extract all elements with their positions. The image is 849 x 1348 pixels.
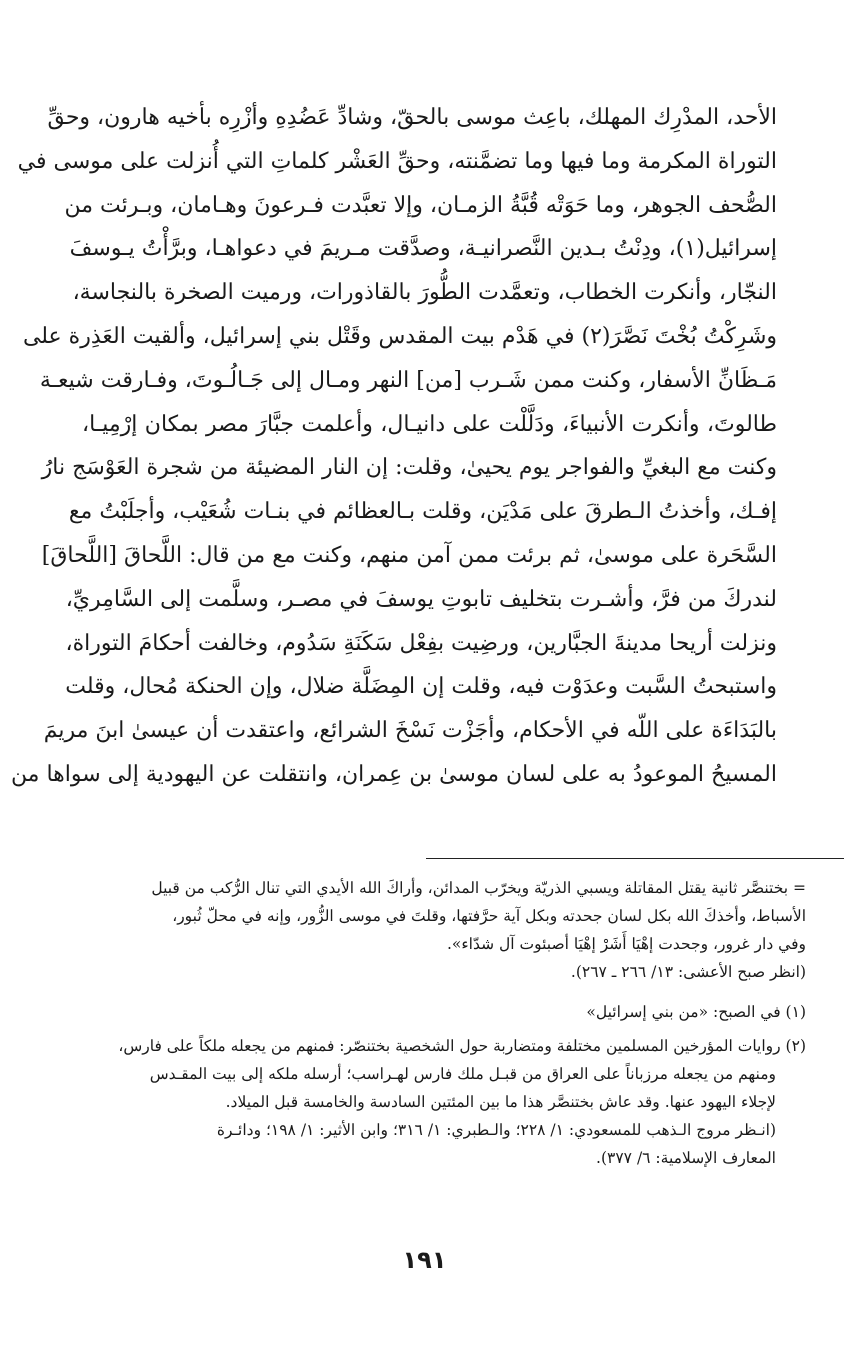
text-line: مَـظَانِّ الأسفار، وكنت ممن شَـرب [من] النهر ومـال إلى جَـالُـوتَ، وفـارقت شيعـة <box>39 367 777 393</box>
text-line: التوراة المكرمة وما فيها وما تضمَّنته، وحقِّ العَشْر كلماتِ التي أُنزلت على موسى في <box>17 148 777 174</box>
footnote-2-line: (٢) روايات المؤرخين المسلمين مختلفة ومتضاربة حول الشخصية بختنصّر: فمنهم من يجعله ملكاً على فارس، <box>118 1037 806 1055</box>
text-line: المسيحُ الموعودُ به على لسان موسىٰ بن عِمران، وانتقلت عن اليهودية إلى سواها من <box>10 761 777 787</box>
text-line: طالوتَ، وأنكرت الأنبياءَ، ودَلَّلْت على دانيـال، وأعلمت جبَّارَ مصر بمكان إرْمِيـا، <box>82 411 777 437</box>
text-line: الصُّحف الجوهر، وما حَوَتْه قُبَّةُ الزمـان، وإلا تعبَّدت فـرعونَ وهـامان، وبـرئت من <box>64 192 777 218</box>
page-number: ١٩١ <box>402 1246 447 1274</box>
footnote-1: (١) في الصبح: «من بني إسرائيل» <box>586 1003 806 1021</box>
text-line: بالبَدَاءَة على اللّه في الأحكام، وأجَزْت نَسْخَ الشرائع، واعتقدت أن عيسىٰ ابنَ مريمَ <box>43 718 777 744</box>
text-line: الأحد، المدْرِك المهلك، باعِث موسى بالحقّ، وشادِّ عَضُدِهِ وأزْرِه بأخيه هارون، وحقِّ <box>47 105 777 130</box>
text-line: النجّار، وأنكرت الخطاب، وتعمَّدت الطُّورَ بالقاذورات، ورميت الصخرة بالنجاسة، <box>72 280 777 306</box>
text-line: واستبحتُ السَّبت وعدَوْت فيه، وقلت إن المِضَلَّة ضلال، وإن الحنكة مُحال، وقلت <box>65 674 777 700</box>
footnote-source-line: (انظر صبح الأعشى: ١٣/ ٢٦٦ ـ ٢٦٧). <box>570 963 806 981</box>
footnote-2-line: (انـظر مروج الـذهب للمسعودي: ١/ ٢٢٨؛ والـطبري: ١/ ٣١٦؛ وابن الأثير: ١/ ١٩٨؛ ودائـرة <box>216 1121 776 1139</box>
text-line: إفـك، وأخذتُ الـطرقَ على مَدْيَن، وقلت بـالعظائم في بنـات شُعَيْب، وأجلَبْتُ مع <box>68 499 777 525</box>
text-line: السَّحَرة على موسىٰ، ثم برئت ممن آمن منهم، وكنت مع من قال: اللَّحاقَ [اللَّحاقَ] <box>41 542 777 568</box>
footnote-2-line: ومنهم من يجعله مرزباناً على العراق من قبـل ملك فارس لهـراسب؛ أرسله ملكه إلى بيت المقـدس <box>149 1065 776 1083</box>
text-line: لندركَ من فرَّ، وأشـرت بتخليف تابوتِ يوسفَ في مصـر، وسلَّمت إلى السَّامِريِّ، <box>65 586 777 612</box>
footnote-separator <box>426 858 844 859</box>
footnote-2-line: المعارف الإسلامية: ٦/ ٣٧٧). <box>596 1149 776 1167</box>
text-line: ونزلت أريحا مدينةَ الجبَّارين، ورضِيت بفِعْل سَكَنَةِ سَدُوم، وخالفت أحكامَ التوراة، <box>65 630 777 656</box>
footnote-continuation-line: الأسباط، وأخذكَ الله بكل لسان جحدته وبكل آية حرَّفتها، وقلتَ في موسى الزُّور، وإنه في محلّ ثُبور، <box>172 907 806 925</box>
main-body-text <box>10 96 777 797</box>
continuation-marker: = <box>793 879 806 897</box>
footnotes <box>88 874 806 1172</box>
footnote-2-line: لإجلاء اليهود عنها. وقد عاش بختنصَّر هذا ما بين المئتين السادسة والخامسة قبل الميلاد. <box>225 1093 776 1111</box>
text-line: وكنت مع البغيِّ والفواجر يوم يحيىٰ، وقلت: إن النار المضيئة من شجرة العَوْسَج نارُ <box>41 455 777 481</box>
text-line: إسرائيل(١)، ودِنْتُ بـدين النَّصرانيـة، وصدَّقت مـريمَ في دعواهـا، وبرَّأْتُ يـوسفَ <box>69 236 777 262</box>
footnote-continuation-line: وفي دار غرور، وجحدت إهْيَا أَشَرْ إهْيَا أصبئوت آل شدّاء». <box>446 935 806 953</box>
footnote-continuation-line: = بختنصَّر ثانية يقتل المقاتلة ويسبي الذريّة ويخرّب المدائن، وأراكَ الله الأيدي التي تنال الرُّكب من قبيل <box>151 879 806 897</box>
text-line: وشَرِكْتُ بُخْتَ نَصَّرَ(٢) في هَدْم بيت المقدس وقَتْل بني إسرائيل، وألقيت العَذِرة على <box>22 323 777 349</box>
